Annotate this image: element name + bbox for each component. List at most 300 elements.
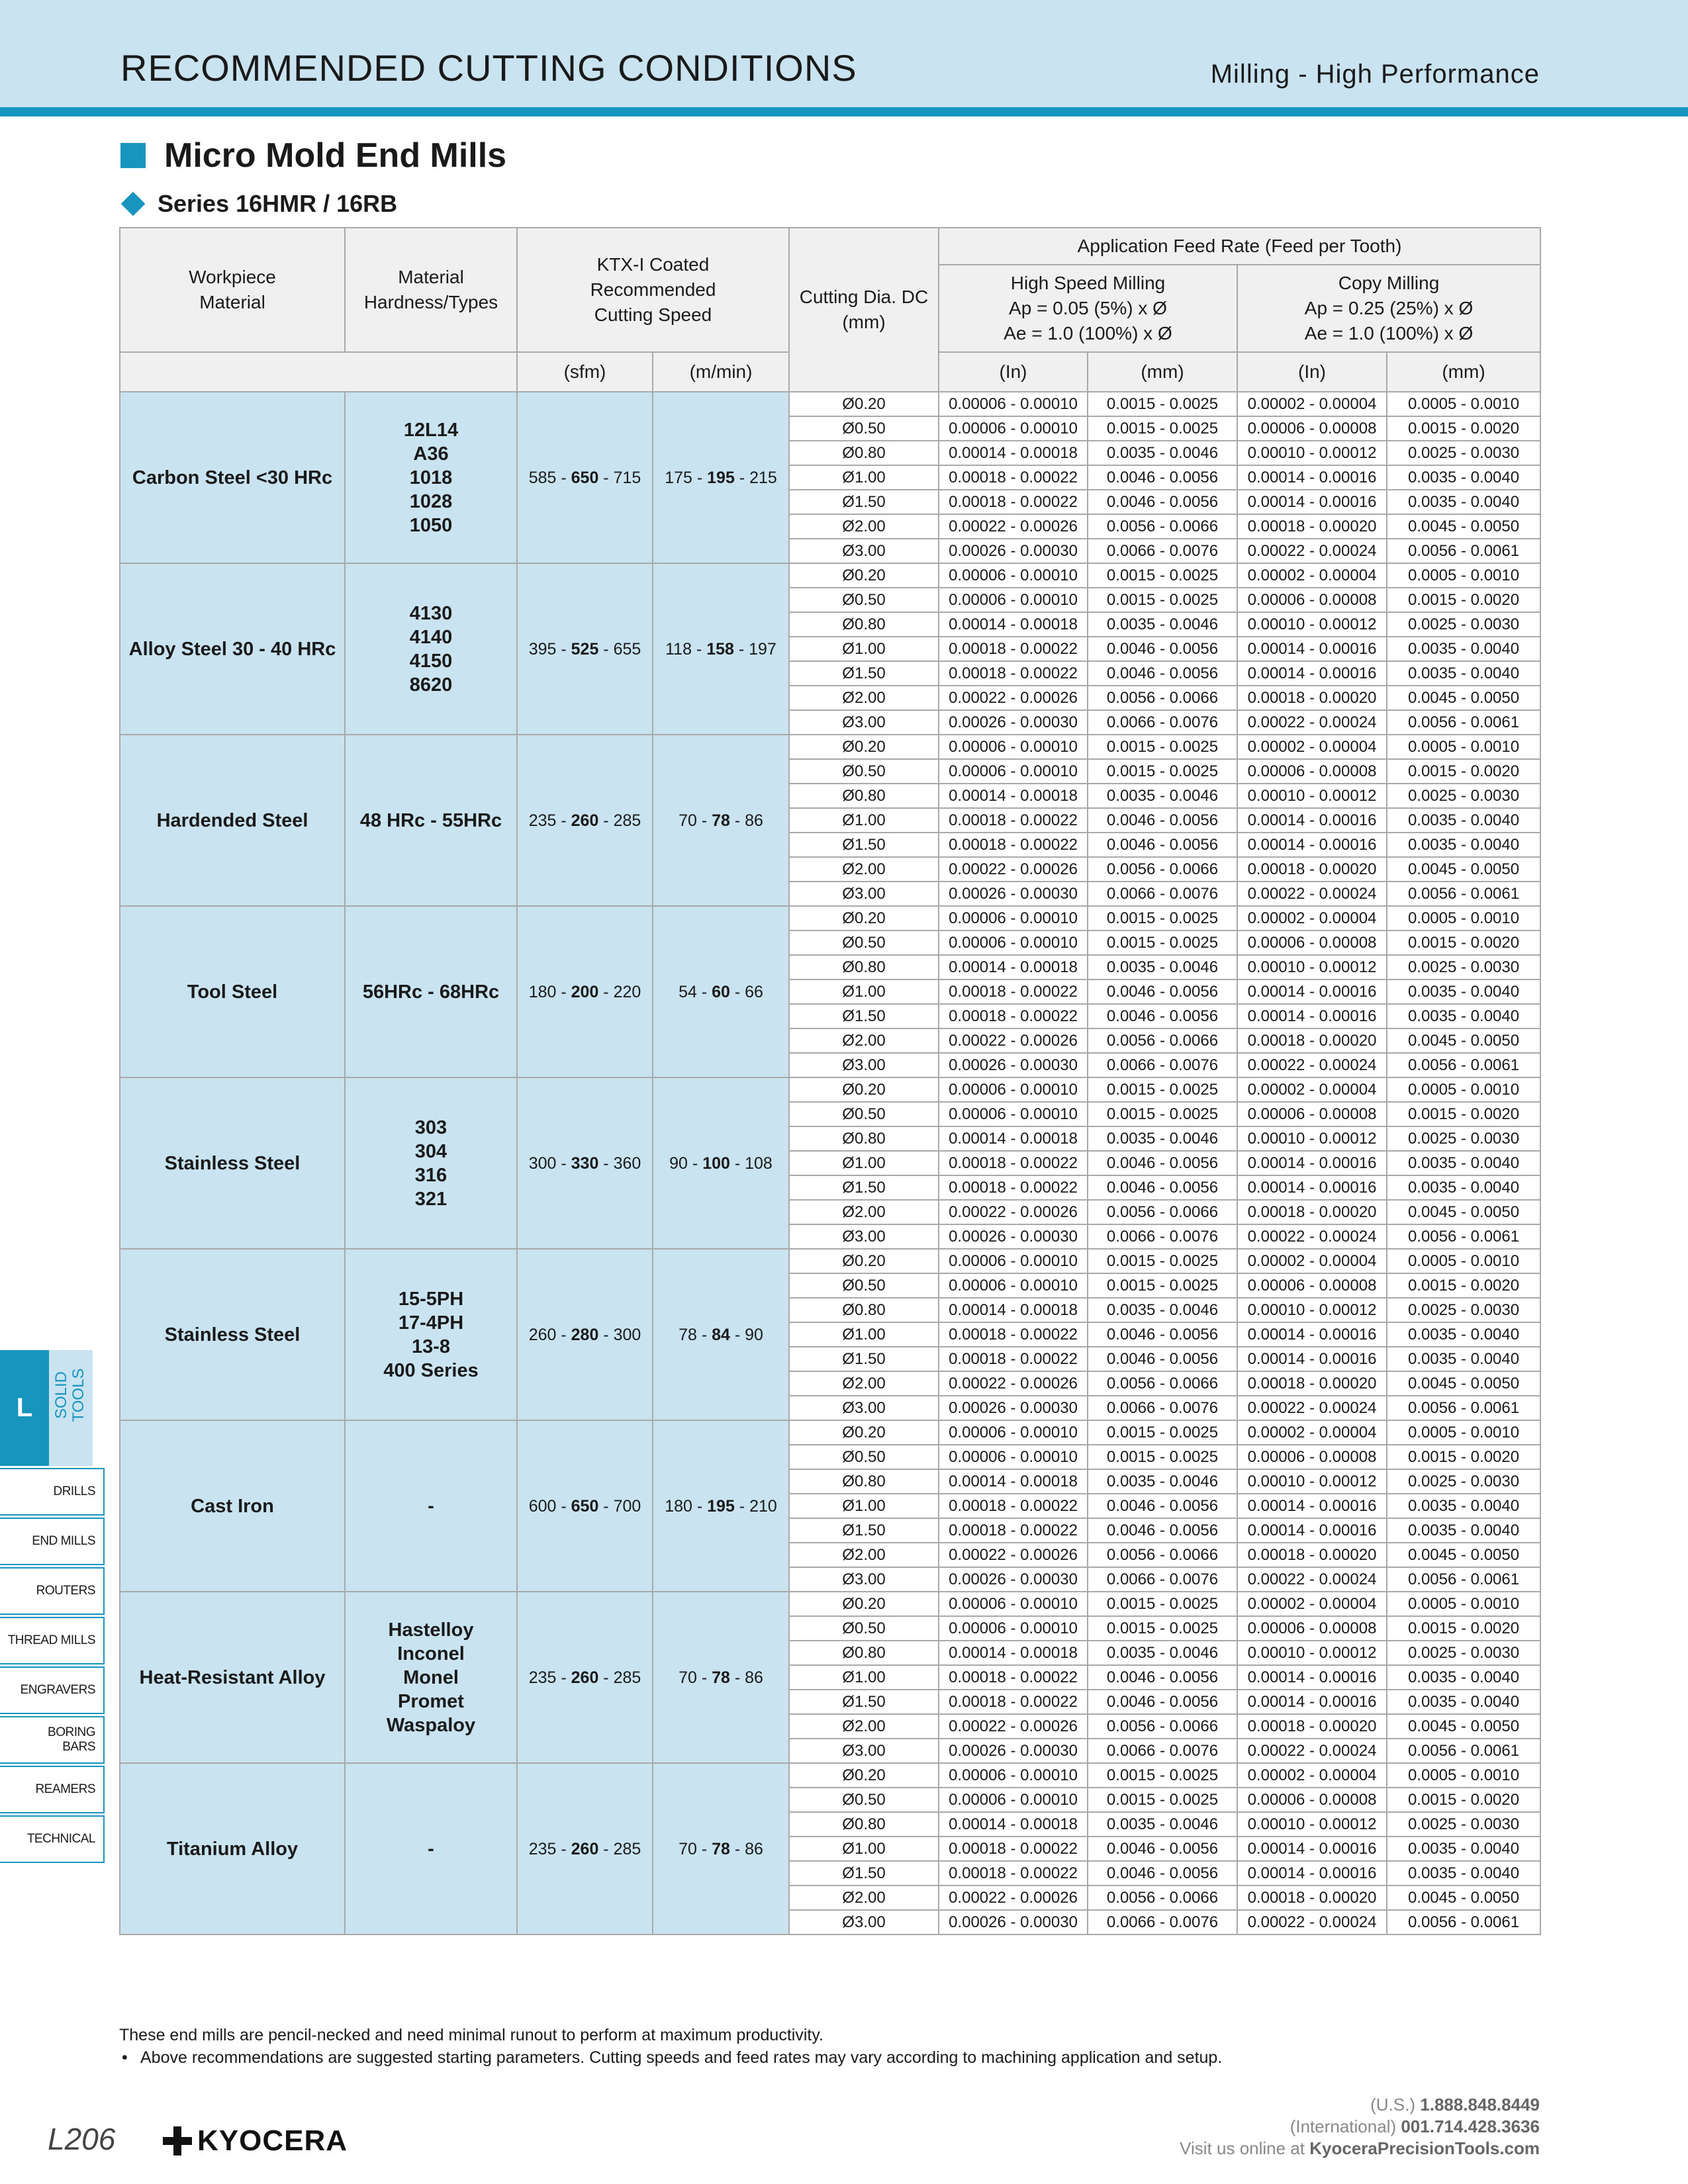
hsm-in-cell: 0.00018 - 0.00022 (939, 465, 1088, 490)
copy-in-cell: 0.00002 - 0.00004 (1237, 563, 1387, 588)
dia-cell: Ø3.00 (789, 1739, 939, 1763)
series-heading (120, 185, 397, 222)
dia-cell: Ø2.00 (789, 857, 939, 882)
hsm-mm-cell: 0.0015 - 0.0025 (1088, 1763, 1237, 1788)
copy-in-cell: 0.00014 - 0.00016 (1237, 979, 1387, 1004)
copy-mm-cell: 0.0035 - 0.0040 (1387, 1494, 1540, 1518)
table-body (120, 392, 1540, 1934)
hsm-in-cell: 0.00006 - 0.00010 (939, 392, 1088, 416)
hsm-mm-cell: 0.0066 - 0.0076 (1088, 539, 1237, 563)
workpiece-material-cell: Carbon Steel <30 HRc (120, 392, 345, 563)
copy-mm-cell: 0.0035 - 0.0040 (1387, 833, 1540, 857)
dia-cell: Ø0.50 (789, 1102, 939, 1126)
sidebar-item-label: ROUTERS (36, 1584, 95, 1598)
copy-in-cell: 0.00010 - 0.00012 (1237, 612, 1387, 637)
copy-in-cell: 0.00014 - 0.00016 (1237, 465, 1387, 490)
hsm-mm-cell: 0.0066 - 0.0076 (1088, 1739, 1237, 1763)
copy-mm-cell: 0.0045 - 0.0050 (1387, 1886, 1540, 1910)
hsm-in-cell: 0.00006 - 0.00010 (939, 1592, 1088, 1616)
copy-mm-cell: 0.0056 - 0.0061 (1387, 1396, 1540, 1420)
copy-in-cell: 0.00014 - 0.00016 (1237, 1322, 1387, 1347)
copy-in-cell: 0.00014 - 0.00016 (1237, 490, 1387, 514)
copy-in-cell: 0.00010 - 0.00012 (1237, 1469, 1387, 1494)
dia-cell: Ø0.50 (789, 1273, 939, 1298)
dia-cell: Ø1.50 (789, 1518, 939, 1543)
sidebar-item-routers[interactable] (0, 1567, 105, 1615)
copy-mm-cell: 0.0005 - 0.0010 (1387, 563, 1540, 588)
copy-in-cell: 0.00014 - 0.00016 (1237, 1665, 1387, 1690)
hsm-mm-cell: 0.0046 - 0.0056 (1088, 1518, 1237, 1543)
copy-in-cell: 0.00010 - 0.00012 (1237, 955, 1387, 979)
hsm-in-cell: 0.00026 - 0.00030 (939, 882, 1088, 906)
hsm-mm-cell: 0.0056 - 0.0066 (1088, 1543, 1237, 1567)
copy-in-cell: 0.00014 - 0.00016 (1237, 637, 1387, 661)
sidebar-item-boring-bars[interactable] (0, 1716, 105, 1764)
sidebar-item-end-mills[interactable] (0, 1518, 105, 1565)
copy-mm-cell: 0.0015 - 0.0020 (1387, 759, 1540, 784)
hsm-in-cell: 0.00022 - 0.00026 (939, 514, 1088, 539)
hsm-mm-cell: 0.0035 - 0.0046 (1088, 1469, 1237, 1494)
mmin-speed-cell: 180 - 195 - 210 (653, 1420, 789, 1592)
workpiece-material-cell: Titanium Alloy (120, 1763, 345, 1934)
hsm-mm-cell: 0.0046 - 0.0056 (1088, 1004, 1237, 1028)
hsm-mm-cell: 0.0046 - 0.0056 (1088, 1494, 1237, 1518)
hsm-in-cell: 0.00014 - 0.00018 (939, 612, 1088, 637)
hsm-mm-cell: 0.0035 - 0.0046 (1088, 784, 1237, 808)
dia-cell: Ø1.50 (789, 1175, 939, 1200)
hsm-in-cell: 0.00026 - 0.00030 (939, 1567, 1088, 1592)
header-sfm: (sfm) (517, 352, 653, 392)
dia-cell: Ø1.00 (789, 637, 939, 661)
hsm-mm-cell: 0.0015 - 0.0025 (1088, 931, 1237, 955)
table-row (120, 1249, 1540, 1273)
header-hsm-mm: (mm) (1088, 352, 1237, 392)
hsm-mm-cell: 0.0015 - 0.0025 (1088, 1273, 1237, 1298)
hsm-in-cell: 0.00014 - 0.00018 (939, 1469, 1088, 1494)
dia-cell: Ø1.50 (789, 661, 939, 686)
header-copy-milling: Copy Milling Ap = 0.25 (25%) x Ø Ae = 1.0 (100%) x Ø (1237, 265, 1540, 352)
mmin-speed-cell: 70 - 78 - 86 (653, 1763, 789, 1934)
header-cutting-dia: Cutting Dia. DC (mm) (789, 228, 939, 392)
dia-cell: Ø0.80 (789, 1812, 939, 1837)
table-row (120, 735, 1540, 759)
hsm-in-cell: 0.00006 - 0.00010 (939, 1616, 1088, 1641)
header-copy-mm: (mm) (1387, 352, 1540, 392)
table-row (120, 1420, 1540, 1445)
hsm-in-cell: 0.00018 - 0.00022 (939, 1322, 1088, 1347)
page-title: RECOMMENDED CUTTING CONDITIONS (120, 47, 857, 89)
dia-cell: Ø3.00 (789, 1910, 939, 1934)
sidebar-item-technical[interactable] (0, 1815, 105, 1863)
note-line (119, 2046, 1222, 2069)
copy-in-cell: 0.00014 - 0.00016 (1237, 833, 1387, 857)
copy-in-cell: 0.00010 - 0.00012 (1237, 1641, 1387, 1665)
hsm-in-cell: 0.00018 - 0.00022 (939, 1837, 1088, 1861)
hardness-cell: Hastelloy Inconel Monel Promet Waspaloy (345, 1592, 517, 1763)
mmin-speed-cell: 78 - 84 - 90 (653, 1249, 789, 1420)
hsm-in-cell: 0.00006 - 0.00010 (939, 416, 1088, 441)
hsm-mm-cell: 0.0015 - 0.0025 (1088, 1102, 1237, 1126)
copy-mm-cell: 0.0035 - 0.0040 (1387, 1837, 1540, 1861)
hsm-in-cell: 0.00022 - 0.00026 (939, 686, 1088, 710)
hsm-in-cell: 0.00018 - 0.00022 (939, 1494, 1088, 1518)
dia-cell: Ø3.00 (789, 1396, 939, 1420)
hsm-mm-cell: 0.0056 - 0.0066 (1088, 1714, 1237, 1739)
hsm-mm-cell: 0.0046 - 0.0056 (1088, 1175, 1237, 1200)
copy-mm-cell: 0.0035 - 0.0040 (1387, 1861, 1540, 1886)
hsm-in-cell: 0.00022 - 0.00026 (939, 1543, 1088, 1567)
copy-in-cell: 0.00002 - 0.00004 (1237, 906, 1387, 931)
hsm-in-cell: 0.00022 - 0.00026 (939, 1028, 1088, 1053)
copy-mm-cell: 0.0005 - 0.0010 (1387, 735, 1540, 759)
hsm-mm-cell: 0.0035 - 0.0046 (1088, 1126, 1237, 1151)
hsm-mm-cell: 0.0015 - 0.0025 (1088, 759, 1237, 784)
copy-in-cell: 0.00018 - 0.00020 (1237, 1886, 1387, 1910)
dia-cell: Ø1.00 (789, 465, 939, 490)
copy-in-cell: 0.00014 - 0.00016 (1237, 1518, 1387, 1543)
copy-in-cell: 0.00002 - 0.00004 (1237, 1077, 1387, 1102)
section-title: Micro Mold End Mills (164, 136, 507, 175)
dia-cell: Ø0.80 (789, 1641, 939, 1665)
copy-in-cell: 0.00002 - 0.00004 (1237, 1592, 1387, 1616)
copy-in-cell: 0.00006 - 0.00008 (1237, 931, 1387, 955)
hsm-mm-cell: 0.0046 - 0.0056 (1088, 637, 1237, 661)
copy-mm-cell: 0.0056 - 0.0061 (1387, 1053, 1540, 1077)
hsm-in-cell: 0.00006 - 0.00010 (939, 1763, 1088, 1788)
dia-cell: Ø0.20 (789, 1249, 939, 1273)
dia-cell: Ø1.00 (789, 1322, 939, 1347)
sidebar-item-label: BORING BARS (48, 1725, 95, 1754)
copy-in-cell: 0.00018 - 0.00020 (1237, 857, 1387, 882)
hsm-mm-cell: 0.0046 - 0.0056 (1088, 1861, 1237, 1886)
dia-cell: Ø3.00 (789, 882, 939, 906)
hsm-mm-cell: 0.0066 - 0.0076 (1088, 882, 1237, 906)
hsm-mm-cell: 0.0015 - 0.0025 (1088, 1249, 1237, 1273)
hsm-mm-cell: 0.0066 - 0.0076 (1088, 1053, 1237, 1077)
dia-cell: Ø0.50 (789, 416, 939, 441)
table-row (120, 392, 1540, 416)
copy-mm-cell: 0.0035 - 0.0040 (1387, 661, 1540, 686)
copy-in-cell: 0.00010 - 0.00012 (1237, 1126, 1387, 1151)
copy-in-cell: 0.00006 - 0.00008 (1237, 1445, 1387, 1469)
hsm-mm-cell: 0.0046 - 0.0056 (1088, 661, 1237, 686)
dia-cell: Ø1.50 (789, 1861, 939, 1886)
hsm-mm-cell: 0.0046 - 0.0056 (1088, 490, 1237, 514)
hsm-mm-cell: 0.0015 - 0.0025 (1088, 1445, 1237, 1469)
copy-mm-cell: 0.0045 - 0.0050 (1387, 686, 1540, 710)
dia-cell: Ø2.00 (789, 686, 939, 710)
copy-mm-cell: 0.0015 - 0.0020 (1387, 1788, 1540, 1812)
copy-mm-cell: 0.0025 - 0.0030 (1387, 955, 1540, 979)
hsm-in-cell: 0.00026 - 0.00030 (939, 539, 1088, 563)
copy-in-cell: 0.00010 - 0.00012 (1237, 1812, 1387, 1837)
copy-mm-cell: 0.0005 - 0.0010 (1387, 906, 1540, 931)
dia-cell: Ø0.20 (789, 1077, 939, 1102)
dia-cell: Ø1.50 (789, 490, 939, 514)
mmin-speed-cell: 70 - 78 - 86 (653, 1592, 789, 1763)
workpiece-material-cell: Heat-Resistant Alloy (120, 1592, 345, 1763)
hsm-mm-cell: 0.0015 - 0.0025 (1088, 1077, 1237, 1102)
header-mmin: (m/min) (653, 352, 789, 392)
dia-cell: Ø3.00 (789, 1224, 939, 1249)
hsm-mm-cell: 0.0015 - 0.0025 (1088, 1592, 1237, 1616)
copy-in-cell: 0.00002 - 0.00004 (1237, 392, 1387, 416)
hsm-mm-cell: 0.0015 - 0.0025 (1088, 1616, 1237, 1641)
hsm-in-cell: 0.00026 - 0.00030 (939, 1053, 1088, 1077)
copy-in-cell: 0.00018 - 0.00020 (1237, 686, 1387, 710)
copy-mm-cell: 0.0025 - 0.0030 (1387, 1812, 1540, 1837)
section-tab-letter[interactable]: L (0, 1350, 49, 1466)
hsm-in-cell: 0.00018 - 0.00022 (939, 661, 1088, 686)
copy-mm-cell: 0.0045 - 0.0050 (1387, 1371, 1540, 1396)
hsm-in-cell: 0.00014 - 0.00018 (939, 1126, 1088, 1151)
copy-mm-cell: 0.0035 - 0.0040 (1387, 1175, 1540, 1200)
copy-in-cell: 0.00018 - 0.00020 (1237, 1543, 1387, 1567)
hsm-mm-cell: 0.0015 - 0.0025 (1088, 1788, 1237, 1812)
dia-cell: Ø1.00 (789, 1665, 939, 1690)
page-subtitle: Milling - High Performance (1210, 60, 1540, 89)
workpiece-material-cell: Hardended Steel (120, 735, 345, 906)
hsm-in-cell: 0.00006 - 0.00010 (939, 1420, 1088, 1445)
copy-mm-cell: 0.0005 - 0.0010 (1387, 1077, 1540, 1102)
copy-in-cell: 0.00010 - 0.00012 (1237, 441, 1387, 465)
square-bullet-icon (120, 143, 146, 168)
copy-mm-cell: 0.0056 - 0.0061 (1387, 710, 1540, 735)
hsm-mm-cell: 0.0066 - 0.0076 (1088, 1910, 1237, 1934)
copy-in-cell: 0.00018 - 0.00020 (1237, 1714, 1387, 1739)
dia-cell: Ø0.50 (789, 759, 939, 784)
copy-mm-cell: 0.0005 - 0.0010 (1387, 1249, 1540, 1273)
header-high-speed-milling: High Speed Milling Ap = 0.05 (5%) x Ø Ae = 1.0 (100%) x Ø (939, 265, 1237, 352)
sfm-speed-cell: 235 - 260 - 285 (517, 1592, 653, 1763)
kyocera-logo (163, 2124, 348, 2158)
hsm-mm-cell: 0.0056 - 0.0066 (1088, 514, 1237, 539)
sidebar-item-reamers[interactable] (0, 1766, 105, 1813)
copy-mm-cell: 0.0025 - 0.0030 (1387, 1469, 1540, 1494)
kyocera-logo-text: KYOCERA (197, 2124, 348, 2157)
sfm-speed-cell: 600 - 650 - 700 (517, 1420, 653, 1592)
copy-mm-cell: 0.0025 - 0.0030 (1387, 1641, 1540, 1665)
hsm-in-cell: 0.00026 - 0.00030 (939, 1739, 1088, 1763)
intl-phone-line: (International) 001.714.428.3636 (1289, 2116, 1540, 2136)
hsm-in-cell: 0.00022 - 0.00026 (939, 857, 1088, 882)
mmin-speed-cell: 90 - 100 - 108 (653, 1077, 789, 1249)
sfm-speed-cell: 235 - 260 - 285 (517, 1763, 653, 1934)
note-line: These end mills are pencil-necked and need minimal runout to perform at maximum productivity. (119, 2026, 823, 2044)
header-spacer (120, 352, 517, 392)
hsm-mm-cell: 0.0015 - 0.0025 (1088, 416, 1237, 441)
hsm-mm-cell: 0.0046 - 0.0056 (1088, 979, 1237, 1004)
hardness-cell: 48 HRc - 55HRc (345, 735, 517, 906)
hsm-mm-cell: 0.0046 - 0.0056 (1088, 1322, 1237, 1347)
hsm-in-cell: 0.00018 - 0.00022 (939, 1004, 1088, 1028)
copy-in-cell: 0.00022 - 0.00024 (1237, 1396, 1387, 1420)
copy-mm-cell: 0.0045 - 0.0050 (1387, 1200, 1540, 1224)
copy-in-cell: 0.00006 - 0.00008 (1237, 1273, 1387, 1298)
hsm-in-cell: 0.00018 - 0.00022 (939, 808, 1088, 833)
sfm-speed-cell: 300 - 330 - 360 (517, 1077, 653, 1249)
hardness-cell: - (345, 1763, 517, 1934)
header-copy-in: (In) (1237, 352, 1387, 392)
copy-in-cell: 0.00014 - 0.00016 (1237, 661, 1387, 686)
workpiece-material-cell: Stainless Steel (120, 1249, 345, 1420)
hsm-mm-cell: 0.0056 - 0.0066 (1088, 686, 1237, 710)
hsm-in-cell: 0.00006 - 0.00010 (939, 735, 1088, 759)
hsm-in-cell: 0.00018 - 0.00022 (939, 979, 1088, 1004)
copy-in-cell: 0.00014 - 0.00016 (1237, 1151, 1387, 1175)
copy-mm-cell: 0.0015 - 0.0020 (1387, 1616, 1540, 1641)
website-line[interactable]: Visit us online at KyoceraPrecisionTools.com (1180, 2138, 1540, 2158)
header-hardness: Material Hardness/Types (345, 228, 517, 352)
copy-mm-cell: 0.0045 - 0.0050 (1387, 1028, 1540, 1053)
sidebar-item-label: THREAD MILLS (7, 1633, 95, 1647)
sidebar-item-label: TECHNICAL (26, 1832, 95, 1846)
mmin-speed-cell: 175 - 195 - 215 (653, 392, 789, 563)
table-row (120, 563, 1540, 588)
hsm-in-cell: 0.00026 - 0.00030 (939, 1910, 1088, 1934)
sidebar-item-label: REAMERS (35, 1782, 95, 1796)
hsm-mm-cell: 0.0035 - 0.0046 (1088, 1298, 1237, 1322)
dia-cell: Ø2.00 (789, 1028, 939, 1053)
copy-mm-cell: 0.0035 - 0.0040 (1387, 1151, 1540, 1175)
dia-cell: Ø1.00 (789, 1837, 939, 1861)
hsm-in-cell: 0.00018 - 0.00022 (939, 1518, 1088, 1543)
sidebar-item-engravers[interactable] (0, 1666, 105, 1714)
dia-cell: Ø0.20 (789, 563, 939, 588)
hsm-in-cell: 0.00018 - 0.00022 (939, 1151, 1088, 1175)
hsm-mm-cell: 0.0066 - 0.0076 (1088, 1567, 1237, 1592)
table-row (120, 906, 1540, 931)
copy-in-cell: 0.00018 - 0.00020 (1237, 1371, 1387, 1396)
copy-mm-cell: 0.0056 - 0.0061 (1387, 1567, 1540, 1592)
dia-cell: Ø2.00 (789, 1543, 939, 1567)
table-row (120, 1077, 1540, 1102)
hsm-in-cell: 0.00018 - 0.00022 (939, 1690, 1088, 1714)
sidebar-item-label: ENGRAVERS (20, 1683, 95, 1697)
hsm-mm-cell: 0.0066 - 0.0076 (1088, 1224, 1237, 1249)
us-phone-line: (U.S.) 1.888.848.8449 (1370, 2095, 1540, 2115)
header-rule (0, 107, 1688, 116)
mmin-speed-cell: 70 - 78 - 86 (653, 735, 789, 906)
dia-cell: Ø0.80 (789, 784, 939, 808)
dia-cell: Ø2.00 (789, 1886, 939, 1910)
dia-cell: Ø1.00 (789, 1151, 939, 1175)
hsm-mm-cell: 0.0015 - 0.0025 (1088, 563, 1237, 588)
page-number: L206 (48, 2122, 116, 2156)
diamond-bullet-icon (121, 192, 146, 216)
header-workpiece-material: Workpiece Material (120, 228, 345, 352)
copy-mm-cell: 0.0025 - 0.0030 (1387, 1298, 1540, 1322)
hsm-in-cell: 0.00022 - 0.00026 (939, 1886, 1088, 1910)
copy-mm-cell: 0.0005 - 0.0010 (1387, 392, 1540, 416)
hsm-in-cell: 0.00014 - 0.00018 (939, 955, 1088, 979)
dia-cell: Ø1.50 (789, 833, 939, 857)
copy-mm-cell: 0.0025 - 0.0030 (1387, 612, 1540, 637)
copy-mm-cell: 0.0035 - 0.0040 (1387, 1518, 1540, 1543)
hsm-mm-cell: 0.0046 - 0.0056 (1088, 833, 1237, 857)
hsm-in-cell: 0.00018 - 0.00022 (939, 637, 1088, 661)
table-row (120, 1592, 1540, 1616)
hardness-cell: 12L14 A36 1018 1028 1050 (345, 392, 517, 563)
hsm-in-cell: 0.00026 - 0.00030 (939, 1396, 1088, 1420)
copy-mm-cell: 0.0035 - 0.0040 (1387, 465, 1540, 490)
dia-cell: Ø3.00 (789, 710, 939, 735)
table-row (120, 1763, 1540, 1788)
sidebar-item-label: END MILLS (32, 1534, 95, 1548)
hsm-mm-cell: 0.0046 - 0.0056 (1088, 1151, 1237, 1175)
mmin-speed-cell: 54 - 60 - 66 (653, 906, 789, 1077)
dia-cell: Ø2.00 (789, 1200, 939, 1224)
dia-cell: Ø2.00 (789, 1371, 939, 1396)
hsm-in-cell: 0.00014 - 0.00018 (939, 1298, 1088, 1322)
sidebar-item-drills[interactable] (0, 1468, 105, 1516)
hsm-in-cell: 0.00006 - 0.00010 (939, 1788, 1088, 1812)
hsm-in-cell: 0.00018 - 0.00022 (939, 833, 1088, 857)
workpiece-material-cell: Stainless Steel (120, 1077, 345, 1249)
dia-cell: Ø1.00 (789, 979, 939, 1004)
hsm-mm-cell: 0.0046 - 0.0056 (1088, 465, 1237, 490)
dia-cell: Ø1.00 (789, 808, 939, 833)
copy-mm-cell: 0.0035 - 0.0040 (1387, 1665, 1540, 1690)
hsm-in-cell: 0.00022 - 0.00026 (939, 1371, 1088, 1396)
copy-in-cell: 0.00022 - 0.00024 (1237, 1739, 1387, 1763)
hardness-cell: 15-5PH 17-4PH 13-8 400 Series (345, 1249, 517, 1420)
hsm-in-cell: 0.00006 - 0.00010 (939, 1102, 1088, 1126)
hsm-mm-cell: 0.0035 - 0.0046 (1088, 1641, 1237, 1665)
hsm-mm-cell: 0.0056 - 0.0066 (1088, 1371, 1237, 1396)
hsm-in-cell: 0.00018 - 0.00022 (939, 490, 1088, 514)
hsm-in-cell: 0.00018 - 0.00022 (939, 1861, 1088, 1886)
copy-mm-cell: 0.0015 - 0.0020 (1387, 416, 1540, 441)
dia-cell: Ø2.00 (789, 514, 939, 539)
sidebar-item-thread-mills[interactable] (0, 1617, 105, 1664)
kyocera-logo-icon (163, 2126, 192, 2156)
copy-mm-cell: 0.0025 - 0.0030 (1387, 784, 1540, 808)
sfm-speed-cell: 260 - 280 - 300 (517, 1249, 653, 1420)
copy-mm-cell: 0.0035 - 0.0040 (1387, 979, 1540, 1004)
hsm-in-cell: 0.00006 - 0.00010 (939, 1273, 1088, 1298)
hsm-in-cell: 0.00006 - 0.00010 (939, 759, 1088, 784)
copy-in-cell: 0.00002 - 0.00004 (1237, 1249, 1387, 1273)
hsm-in-cell: 0.00006 - 0.00010 (939, 588, 1088, 612)
dia-cell: Ø3.00 (789, 539, 939, 563)
copy-in-cell: 0.00022 - 0.00024 (1237, 882, 1387, 906)
copy-mm-cell: 0.0056 - 0.0061 (1387, 1739, 1540, 1763)
copy-mm-cell: 0.0005 - 0.0010 (1387, 1420, 1540, 1445)
hsm-in-cell: 0.00006 - 0.00010 (939, 931, 1088, 955)
dia-cell: Ø0.50 (789, 1445, 939, 1469)
hsm-in-cell: 0.00006 - 0.00010 (939, 563, 1088, 588)
section-heading (120, 132, 506, 179)
copy-in-cell: 0.00014 - 0.00016 (1237, 1690, 1387, 1714)
copy-mm-cell: 0.0015 - 0.0020 (1387, 931, 1540, 955)
hsm-mm-cell: 0.0056 - 0.0066 (1088, 857, 1237, 882)
copy-in-cell: 0.00006 - 0.00008 (1237, 1102, 1387, 1126)
copy-in-cell: 0.00006 - 0.00008 (1237, 759, 1387, 784)
copy-in-cell: 0.00018 - 0.00020 (1237, 1200, 1387, 1224)
copy-in-cell: 0.00022 - 0.00024 (1237, 1567, 1387, 1592)
hsm-in-cell: 0.00022 - 0.00026 (939, 1200, 1088, 1224)
sidebar-item-label: DRILLS (53, 1484, 95, 1498)
hsm-mm-cell: 0.0046 - 0.0056 (1088, 1837, 1237, 1861)
hsm-in-cell: 0.00014 - 0.00018 (939, 441, 1088, 465)
copy-in-cell: 0.00022 - 0.00024 (1237, 1053, 1387, 1077)
copy-in-cell: 0.00014 - 0.00016 (1237, 1004, 1387, 1028)
hsm-mm-cell: 0.0056 - 0.0066 (1088, 1886, 1237, 1910)
copy-in-cell: 0.00010 - 0.00012 (1237, 1298, 1387, 1322)
dia-cell: Ø0.20 (789, 1763, 939, 1788)
hardness-cell: 56HRc - 68HRc (345, 906, 517, 1077)
